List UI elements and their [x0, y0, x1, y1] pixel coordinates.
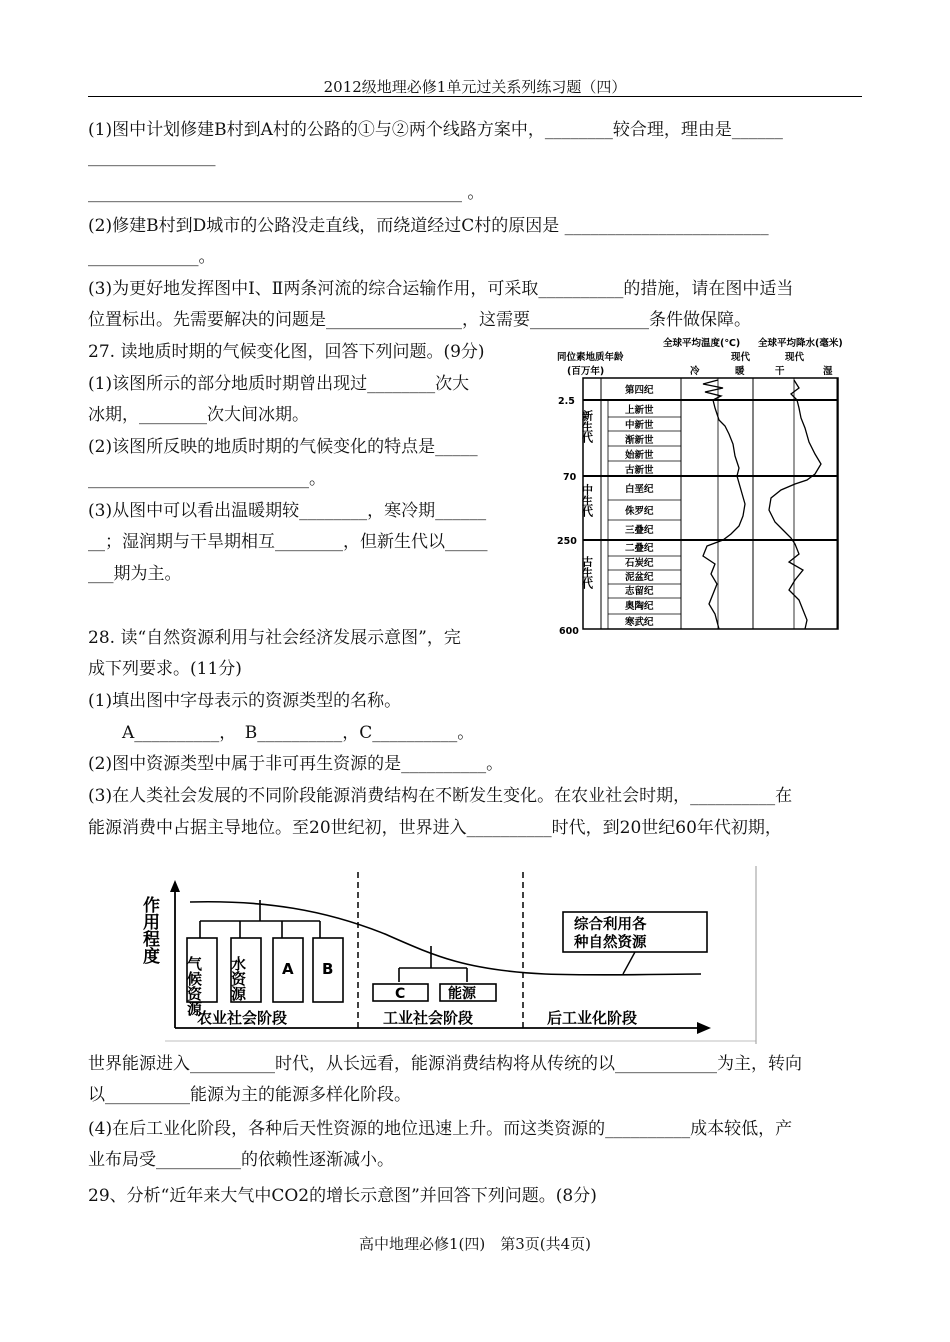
- label-dry: 干: [775, 366, 785, 377]
- q26-1-line1: (1)图中计划修建B村到A村的公路的①与②两个线路方案中，________较合理，理由是______: [88, 120, 783, 140]
- q28-title-line2: 成下列要求。(11分): [88, 659, 242, 679]
- figure-frame: [580, 378, 838, 629]
- page-footer: 高中地理必修1(四) 第3页(共4页): [358, 1235, 592, 1253]
- age-70: 70: [563, 472, 577, 483]
- q28-title-line1: 28. 读“自然资源利用与社会经济发展示意图”，完: [88, 628, 461, 648]
- box-c-label: C: [395, 986, 406, 1002]
- q26-1-line2: _______________: [88, 147, 216, 167]
- q27-title: 27. 读地质时期的气候变化图，回答下列问题。(9分): [88, 342, 485, 362]
- period-carboniferous: 石炭纪: [625, 558, 654, 569]
- precipitation-curve: [769, 380, 821, 629]
- period-permian: 二叠纪: [625, 543, 654, 554]
- era-paleozoic: 古生代: [580, 556, 594, 589]
- period-cambrian: 寒武纪: [625, 617, 654, 628]
- stage-industrial: 工业社会阶段: [383, 1009, 474, 1027]
- q29-title: 29、分析“近年来大气中CO2的增长示意图”并回答下列问题。(8分): [88, 1186, 597, 1206]
- age-250: 250: [557, 536, 577, 547]
- header-rule: [88, 96, 862, 97]
- q26-3-line1: (3)为更好地发挥图中Ⅰ、Ⅱ两条河流的综合运输作用，可采取__________的措施，请在图中适当: [88, 279, 794, 299]
- label-wet: 湿: [823, 366, 833, 377]
- q26-3-line2: 位置标出。先需要解决的问题是________________，这需要______________条件做保障。: [88, 310, 751, 330]
- box-a-label: A: [282, 960, 294, 978]
- period-silurian: 志留纪: [625, 586, 654, 597]
- q27-2-line1: (2)该图所反映的地质时期的气候变化的特点是_____: [88, 437, 478, 457]
- x-axis-arrow: [697, 1022, 711, 1034]
- q28-3-line4: 以__________能源为主的能源多样化阶段。: [88, 1085, 411, 1105]
- q26-2-line1: (2)修建B村到D城市的公路没走直线，而绕道经过C村的原因是 ________________________: [88, 216, 769, 236]
- callout-line-2: 种自然资源: [574, 935, 647, 951]
- q26-1-line3: ____________________________________________ 。: [88, 183, 485, 203]
- period-quaternary: 第四纪: [625, 385, 654, 396]
- q28-4-line1: (4)在后工业化阶段，各种后天性资源的地位迅速上升。而这类资源的__________成本较低，产: [88, 1119, 793, 1139]
- climate-change-figure: [553, 334, 865, 640]
- stage-agricultural: 农业社会阶段: [197, 1009, 288, 1027]
- label-cold: 冷: [690, 366, 700, 377]
- col-age-unit: (百万年): [567, 366, 605, 377]
- period-pliocene: 上新世: [625, 405, 654, 416]
- temperature-curve: [703, 380, 745, 629]
- q27-1-line2: 冰期，________次大间冰期。: [88, 405, 309, 425]
- resource-development-figure: [139, 866, 760, 1044]
- precip-now: 现代: [785, 352, 805, 363]
- period-devonian: 泥盆纪: [625, 572, 654, 583]
- box-b-label: B: [322, 960, 334, 978]
- era-mesozoic: 中生代: [580, 484, 594, 517]
- q28-2: (2)图中资源类型中属于非可再生资源的是__________。: [88, 754, 504, 774]
- q28-1-blanks: A__________， B__________，C__________。: [88, 723, 475, 743]
- q27-1-line1: (1)该图所示的部分地质时期曾出现过________次大: [88, 374, 470, 394]
- period-jurassic: 侏罗纪: [625, 506, 654, 517]
- col-age: 同位素地质年龄: [557, 352, 624, 363]
- box-water-label: 水资源: [229, 956, 247, 1001]
- period-ordovician: 奥陶纪: [625, 601, 654, 612]
- callout-pointer: [623, 952, 635, 974]
- period-paleocene: 古新世: [625, 465, 654, 476]
- q28-3-line2: 能源消费中占据主导地位。至20世纪初，世界进入__________时代，到20世纪60年代初期，: [88, 818, 782, 838]
- period-cretaceous: 白垩纪: [625, 484, 654, 495]
- box-energy-label: 能源: [448, 986, 476, 1002]
- period-triassic: 三叠纪: [625, 525, 654, 536]
- stage-post-industrial: 后工业化阶段: [547, 1009, 638, 1027]
- q26-2-line2: _____________。: [88, 247, 216, 267]
- era-cenozoic: 新生代: [580, 410, 594, 443]
- page-header: 2012级地理必修1单元过关系列练习题（四）: [323, 78, 627, 96]
- q28-3-line3: 世界能源进入__________时代，从长远看，能源消费结构将从传统的以____________为主，转向: [88, 1054, 802, 1074]
- header-precip: 全球平均降水(毫米): [758, 338, 843, 349]
- q27-3-line1: (3)从图中可以看出温暖期较________，寒冷期______: [88, 501, 487, 521]
- period-miocene: 中新世: [625, 420, 654, 431]
- q27-3-line2: __；湿润期与干旱期相互________，但新生代以_____: [88, 532, 488, 552]
- q27-2-line2: __________________________。: [88, 469, 326, 489]
- q28-3-line1: (3)在人类社会发展的不同阶段能源消费结构在不断发生变化。在农业社会时期，__________在: [88, 786, 793, 806]
- q28-4-line2: 业布局受__________的依赖性逐渐减小。: [88, 1150, 394, 1170]
- box-climate-label: 气候资源: [185, 956, 203, 1016]
- age-600: 600: [559, 626, 579, 637]
- label-warm: 暖: [735, 366, 745, 377]
- age-2-5: 2.5: [558, 396, 575, 407]
- y-axis-arrow: [170, 880, 180, 892]
- temp-now: 现代: [731, 352, 751, 363]
- y-axis-label-1: 作用程度: [139, 896, 159, 964]
- q27-3-line3: ___期为主。: [88, 564, 182, 584]
- period-oligocene: 渐新世: [625, 435, 654, 446]
- period-eocene: 始新世: [625, 450, 654, 461]
- callout-line-1: 综合利用各: [574, 917, 647, 933]
- header-temp: 全球平均温度(℃): [663, 338, 741, 349]
- q28-1: (1)填出图中字母表示的资源类型的名称。: [88, 691, 402, 711]
